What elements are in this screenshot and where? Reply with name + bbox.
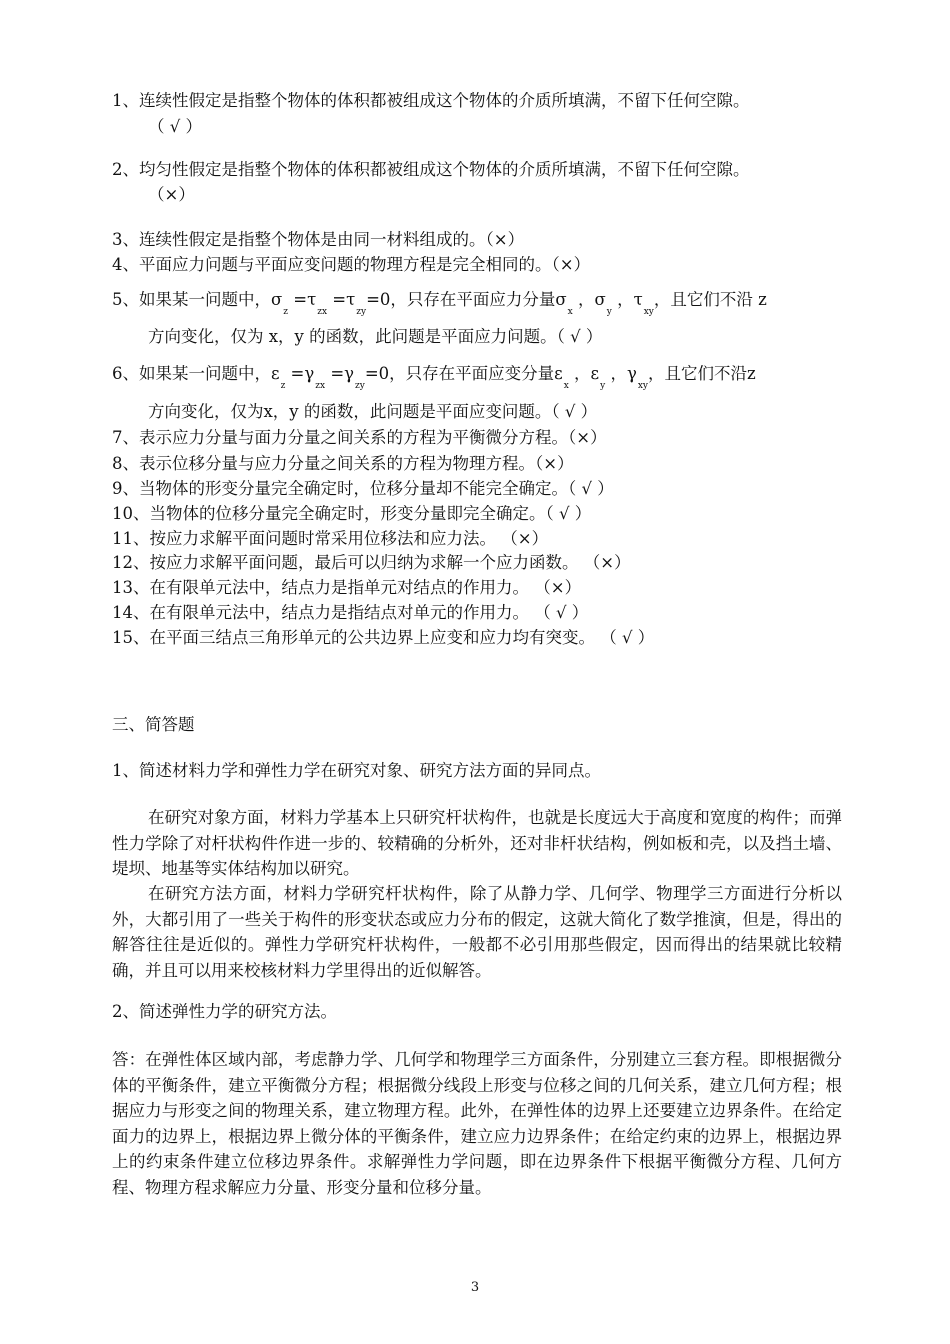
tf-item-1-mark: （ √ ） (148, 117, 203, 136)
tf-item-13: 13、在有限单元法中，结点力是指单元对结点的作用力。 （×） (112, 578, 582, 597)
tf-item-9: 9、当物体的形变分量完全确定时，位移分量却不能完全确定。（ √ ） (112, 479, 614, 498)
tf-item-15: 15、在平面三结点三角形单元的公共边界上应变和应力均有突变。 （ √ ） (112, 628, 655, 647)
tf-item-2: 2、均匀性假定是指整个物体的体积都被组成这个物体的介质所填满，不留下任何空隙。 (112, 160, 750, 179)
tf-item-2-mark: （×） (148, 185, 195, 204)
answer-1-paragraph-1: 在研究对象方面，材料力学基本上只研究杆状构件，也就是长度远大于高度和宽度的构件；而弹性力学除了对杆状构件作进一步的、较精确的分析外，还对非杆状结构，例如板和壳，以及挡土墙、堤坝、地基等实体结构加以研究。 (112, 808, 842, 878)
tf-item-6-part-a: 6、如果某一问题中， (112, 364, 271, 383)
tf-item-5-part-a: 5、如果某一问题中， (112, 290, 271, 309)
tf-item-6 (112, 362, 842, 389)
tf-item-1: 1、连续性假定是指整个物体的体积都被组成这个物体的介质所填满，不留下任何空隙。 (112, 91, 750, 110)
answer-2: 答：在弹性体区域内部，考虑静力学、几何学和物理学三方面条件，分别建立三套方程。即根据微分体的平衡条件，建立平衡微分方程；根据微分线段上形变与位移之间的几何关系，建立几何方程；根据应力与形变之间的物理关系，建立物理方程。此外，在弹性体的边界上还要建立边界条件。在给定面力的边界上，根据边界上微分体的平衡条件，建立应力边界条件；在给定约束的边界上，根据边界上的约束条件建立位移边界条件。求解弹性力学问题，即在边界条件下根据平衡微分方程、几何方程、物理方程求解应力分量、形变分量和位移分量。 (112, 1050, 842, 1197)
tf-item-5-part-b: =0，只存在平面应力分量 (366, 290, 556, 309)
math-stress-components: $\sigma_x$ ，$\sigma_y$ ，$\tau_{xy}$ (555, 290, 654, 317)
math-strain-components: $\varepsilon_x$ ，$\varepsilon_y$ ，$\gamma_{xy}$ (554, 364, 648, 391)
question-2: 2、简述弹性力学的研究方法。 (112, 1002, 337, 1021)
tf-item-5-part-c: ，且它们不沿 z (653, 290, 767, 309)
tf-item-5-cont: 方向变化，仅为 x，y 的函数，此问题是平面应力问题。（ √ ） (148, 327, 603, 346)
tf-item-6-part-c: ，且它们不沿z (647, 364, 756, 383)
tf-item-11: 11、按应力求解平面问题时常采用位移法和应力法。 （×） (112, 529, 549, 548)
tf-item-6-part-b: =0，只存在平面应变分量 (364, 364, 555, 383)
tf-item-7: 7、表示应力分量与面力分量之间关系的方程为平衡微分方程。（×） (112, 428, 607, 447)
tf-item-8: 8、表示位移分量与应力分量之间关系的方程为物理方程。（×） (112, 454, 574, 473)
tf-item-4: 4、平面应力问题与平面应变问题的物理方程是完全相同的。（×） (112, 255, 591, 274)
page-number: 3 (470, 1280, 480, 1295)
math-sigma-z: $\sigma_z =\tau_{zx} =\tau_{zy}$ (271, 290, 367, 317)
tf-item-10: 10、当物体的位移分量完全确定时，形变分量即完全确定。（ √ ） (112, 504, 592, 523)
question-1: 1、简述材料力学和弹性力学在研究对象、研究方法方面的异同点。 (112, 761, 601, 780)
section-title: 三、简答题 (112, 715, 195, 734)
tf-item-12: 12、按应力求解平面问题，最后可以归纳为求解一个应力函数。 （×） (112, 553, 631, 572)
answer-1-paragraph-2: 在研究方法方面，材料力学研究杆状构件，除了从静力学、几何学、物理学三方面进行分析以外，大都引用了一些关于构件的形变状态或应力分布的假定，这就大简化了数学推演，但是，得出的解答往往是近似的。弹性力学研究杆状构件，一般都不必引用那些假定，因而得出的结果就比较精确，并且可以用来校核材料力学里得出的近似解答。 (112, 884, 842, 980)
tf-item-3: 3、连续性假定是指整个物体是由同一材料组成的。（×） (112, 230, 525, 249)
tf-item-14: 14、在有限单元法中，结点力是指结点对单元的作用力。 （ √ ） (112, 603, 589, 622)
tf-item-6-cont: 方向变化，仅为x，y 的函数，此问题是平面应变问题。（ √ ） (148, 402, 598, 421)
math-epsilon-z: $\varepsilon_z =\gamma_{zx} =\gamma_{zy}$ (271, 364, 365, 391)
tf-item-5 (112, 288, 842, 315)
